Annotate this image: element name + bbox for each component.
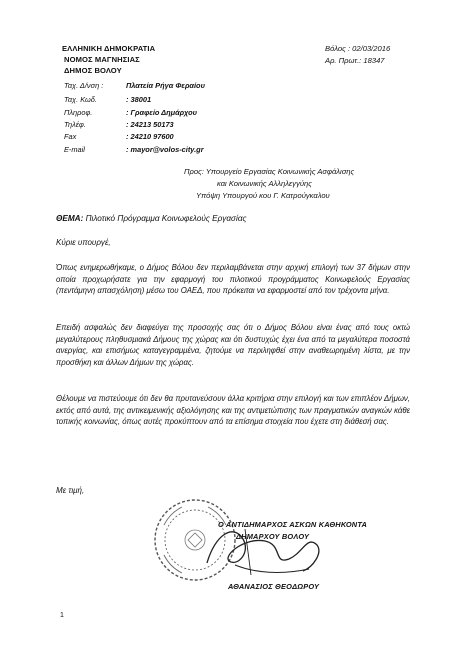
contact-value: : 24210 97600 — [126, 132, 174, 141]
contact-value: : 38001 — [126, 95, 152, 104]
contact-label: Πληροφ. — [64, 108, 93, 117]
body-paragraph-1: Όπως ενημερωθήκαμε, ο Δήμος Βόλου δεν περιλαμβάνεται στην αρχική επιλογή των 37 δήμων στην οποία προχωρήσατε για την εφαρμογή του πιλοτικού προγράμματος Κοινωφελούς Εργασίας (πεντάμηνη απασχόληση) μέσω του ΟΑΕΔ, που πρόκειται να εφαρμοστεί από τον τρέχοντα μήνα. — [56, 263, 410, 296]
contact-label: E-mail — [64, 145, 85, 154]
closing: Με τιμή, — [56, 486, 85, 495]
contact-postcode — [64, 95, 151, 104]
subject-line — [56, 214, 246, 223]
subject-label: ΘΕΜΑ: — [56, 214, 84, 223]
signatory-title-1: Ο ΑΝΤΙΔΗΜΑΡΧΟΣ ΑΣΚΩΝ ΚΑΘΗΚΟΝΤΑ — [218, 520, 368, 529]
document-date: Βόλος : 02/03/2016 — [325, 44, 391, 53]
contact-label: Ταχ. Κωδ. — [64, 95, 97, 104]
contact-value: : 24213 50173 — [126, 120, 174, 129]
recipient-line-1: Προς: Υπουργείο Εργασίας Κοινωνικής Ασφάλισης — [184, 167, 355, 176]
body-paragraph-2: Επειδή ασφαλώς δεν διαφεύγει της προσοχής σας ότι ο Δήμος Βόλου είναι ένας από τους οκτώ μεγαλύτερους πληθυσμιακά Δήμους της χώρας και ότι δυστυχώς έχει ένα από τα μεγαλύτερα ποσοστά ανεργίας, και επισήμως καταγεγραμμένα, ζητούμε να περιληφθεί στην αναθεωρημένη λίστα, με την προσθήκη και άλλων Δήμων της χώρας. — [56, 323, 410, 367]
contact-value: : mayor@volos-city.gr — [126, 145, 204, 154]
contact-address — [64, 81, 205, 90]
contact-info — [64, 108, 197, 117]
header-municipality: ΔΗΜΟΣ ΒΟΛΟΥ — [64, 66, 122, 75]
contact-phone — [64, 120, 174, 129]
contact-label: Ταχ. Δ/νση : — [64, 81, 104, 90]
page-number: 1 — [60, 612, 64, 619]
signatory-title-2: ΔΗΜΑΡΧΟΥ ΒΟΛΟΥ — [236, 532, 310, 541]
contact-value: Πλατεία Ρήγα Φεραίου — [126, 81, 205, 90]
protocol-number: Αρ. Πρωτ.: 18347 — [325, 56, 385, 65]
header-prefecture: ΝΟΜΟΣ ΜΑΓΝΗΣΙΑΣ — [64, 55, 140, 64]
body-paragraph-3: Θέλουμε να πιστεύουμε ότι δεν θα πρυτανεύσουν άλλα κριτήρια στην επιλογή και των επιπλέον Δήμων, εκτός από αυτά, της αντικειμενικής αξιολόγησης και της αντιμετώπισης των πραγματικών αναγκών κάθε τοπικής κοινωνίας, όπως αυτές προκύπτουν από τα επίσημα στοιχεία που έχετε στη διάθεσή σας. — [56, 394, 410, 427]
contact-label: Τηλέφ. — [64, 120, 86, 129]
subject-text: Πιλοτικό Πρόγραμμα Κοινωφελούς Εργασίας — [85, 214, 247, 223]
contact-value: : Γραφείο Δημάρχου — [126, 108, 197, 117]
signatory-name: ΑΘΑΝΑΣΙΟΣ ΘΕΟΔΩΡΟΥ — [228, 582, 320, 591]
recipient-line-3: Υπόψη Υπουργού κου Γ. Κατρούγκαλου — [196, 191, 330, 200]
header-country: ΕΛΛΗΝΙΚΗ ΔΗΜΟΚΡΑΤΙΑ — [62, 44, 156, 53]
contact-email — [64, 145, 204, 154]
contact-label: Fax — [64, 132, 77, 141]
salutation: Κύριε υπουργέ, — [56, 238, 111, 247]
recipient-line-2: και Κοινωνικής Αλληλεγγύης — [217, 179, 312, 188]
contact-fax — [64, 132, 174, 141]
